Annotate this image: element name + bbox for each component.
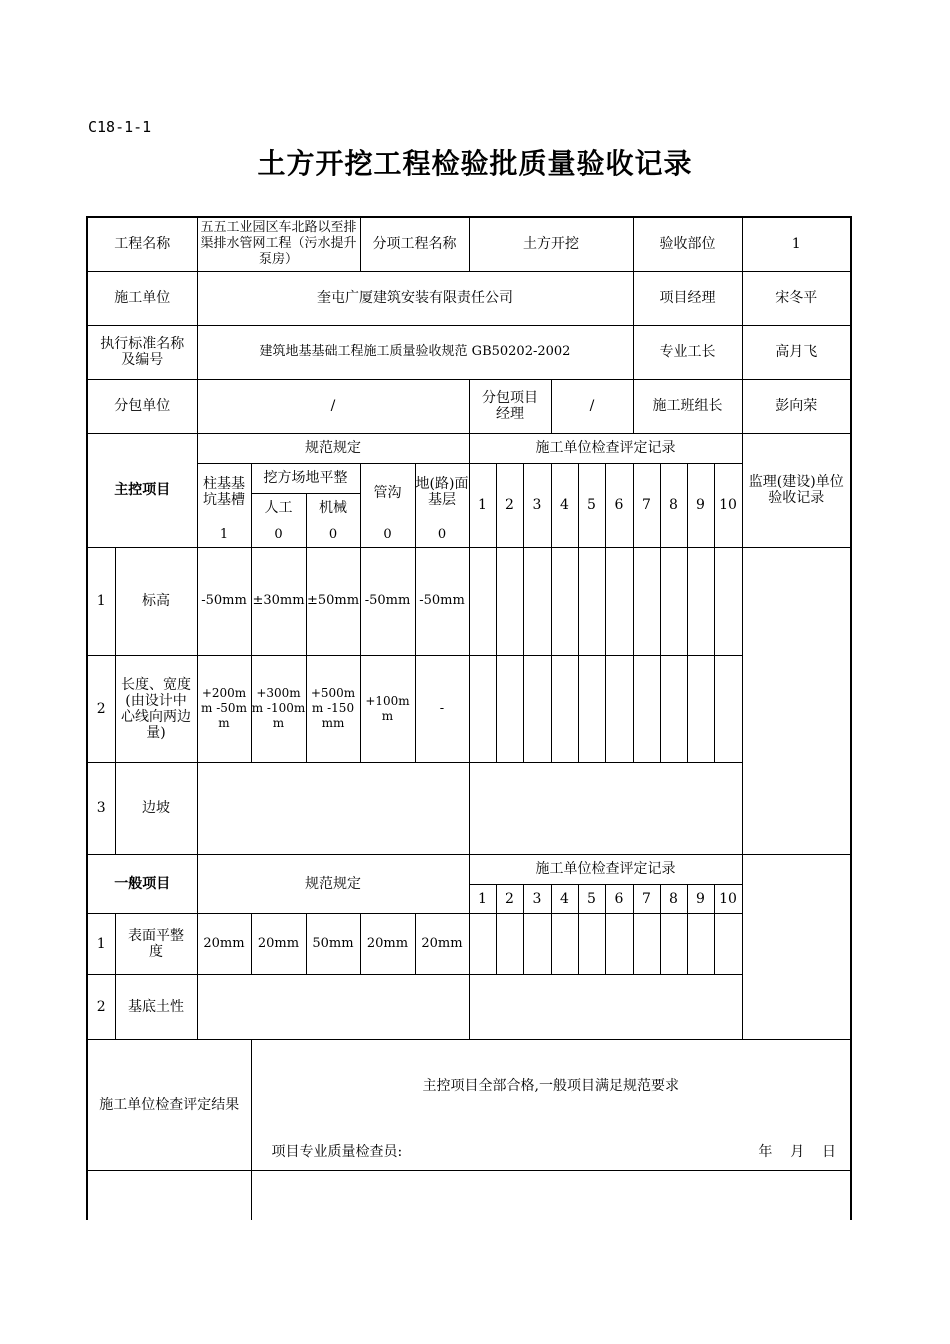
general-check-num-7: 7: [633, 884, 660, 913]
main-item-2-check-9[interactable]: [687, 655, 714, 762]
general-item-1-check-4[interactable]: [551, 913, 578, 974]
general-item-1-spec-4: 20mm: [360, 913, 415, 974]
main-item-1-check-6[interactable]: [605, 547, 633, 655]
main-item-1-check-1[interactable]: [469, 547, 496, 655]
main-item-2-check-3[interactable]: [523, 655, 551, 762]
main-item-2-check-10[interactable]: [714, 655, 742, 762]
col-value-pit: 1: [197, 523, 251, 547]
general-item-1-check-2[interactable]: [496, 913, 523, 974]
general-section-label: 一般项目: [87, 854, 197, 913]
col-site-level: 挖方场地平整: [251, 463, 360, 493]
main-item-2-spec-3: +500mm -150mm: [306, 655, 360, 762]
main-check-num-3: 3: [523, 463, 551, 547]
general-supervisor-record[interactable]: [742, 854, 851, 1039]
sub-project-value: 土方开挖: [469, 217, 633, 271]
general-check-num-2: 2: [496, 884, 523, 913]
main-item-2-name: 长度、宽度(由设计中心线向两边量): [115, 655, 197, 762]
main-check-num-9: 9: [687, 463, 714, 547]
general-item-2-no: 2: [87, 974, 115, 1039]
main-item-2-check-6[interactable]: [605, 655, 633, 762]
main-item-2-spec-4: +100mm: [360, 655, 415, 762]
main-item-2-check-4[interactable]: [551, 655, 578, 762]
col-machine: 机械: [306, 493, 360, 523]
general-item-1-spec-2: 20mm: [251, 913, 306, 974]
main-check-num-4: 4: [551, 463, 578, 547]
supervisor-conclusion-label: [87, 1170, 251, 1220]
col-trench: 管沟: [360, 463, 415, 523]
main-item-2-check-2[interactable]: [496, 655, 523, 762]
main-item-1-name: 标高: [115, 547, 197, 655]
general-check-record-label: 施工单位检查评定记录: [469, 854, 742, 884]
col-value-manual: 0: [251, 523, 306, 547]
general-item-1-check-7[interactable]: [633, 913, 660, 974]
main-item-1-check-7[interactable]: [633, 547, 660, 655]
main-check-num-1: 1: [469, 463, 496, 547]
general-check-num-1: 1: [469, 884, 496, 913]
general-spec-label: 规范规定: [197, 854, 469, 913]
general-item-1-name: 表面平整度: [115, 913, 197, 974]
inspector-label: 项目专业质量检查员:: [271, 1143, 403, 1160]
col-road: 地(路)面基层: [415, 463, 469, 523]
main-check-num-10: 10: [714, 463, 742, 547]
supervisor-label: 监理(建设)单位验收记录: [742, 433, 851, 547]
general-item-1-spec-1: 20mm: [197, 913, 251, 974]
col-pit: 柱基基坑基槽: [197, 463, 251, 523]
team-leader-value: 彭向荣: [742, 379, 851, 433]
main-item-2-check-1[interactable]: [469, 655, 496, 762]
main-item-2-check-8[interactable]: [660, 655, 687, 762]
main-item-1-no: 1: [87, 547, 115, 655]
project-manager-label: 项目经理: [633, 271, 742, 325]
general-item-2-check[interactable]: [469, 974, 742, 1039]
general-item-2-spec: [197, 974, 469, 1039]
main-item-3-check[interactable]: [469, 762, 742, 854]
conclusion-label: 施工单位检查评定结果: [87, 1039, 251, 1170]
main-item-2-spec-2: +300mm -100mm: [251, 655, 306, 762]
foreman-label: 专业工长: [633, 325, 742, 379]
sub-pm-label: 分包项目经理: [469, 379, 551, 433]
general-item-1-check-9[interactable]: [687, 913, 714, 974]
subcontractor-value: /: [197, 379, 469, 433]
main-supervisor-record[interactable]: [742, 547, 851, 854]
acceptance-part-label: 验收部位: [633, 217, 742, 271]
main-check-record-label: 施工单位检查评定记录: [469, 433, 742, 463]
form-code: C18-1-1: [88, 118, 152, 136]
sub-project-label: 分项工程名称: [360, 217, 469, 271]
main-item-1-check-3[interactable]: [523, 547, 551, 655]
main-check-num-8: 8: [660, 463, 687, 547]
general-check-num-3: 3: [523, 884, 551, 913]
supervisor-conclusion-cell[interactable]: [251, 1170, 851, 1220]
general-item-1-check-6[interactable]: [605, 913, 633, 974]
main-item-1-check-5[interactable]: [578, 547, 605, 655]
main-item-1-spec-2: ±30mm: [251, 547, 306, 655]
main-check-num-5: 5: [578, 463, 605, 547]
general-item-1-check-5[interactable]: [578, 913, 605, 974]
general-check-num-8: 8: [660, 884, 687, 913]
standard-value: 建筑地基基础工程施工质量验收规范 GB50202-2002: [197, 325, 633, 379]
main-check-num-6: 6: [605, 463, 633, 547]
main-item-1-spec-5: -50mm: [415, 547, 469, 655]
construction-unit-label: 施工单位: [87, 271, 197, 325]
main-item-2-spec-5: -: [415, 655, 469, 762]
main-item-1-spec-3: ±50mm: [306, 547, 360, 655]
general-item-2-name: 基底土性: [115, 974, 197, 1039]
main-check-num-7: 7: [633, 463, 660, 547]
sub-pm-value: /: [551, 379, 633, 433]
general-check-num-5: 5: [578, 884, 605, 913]
page-title: 土方开挖工程检验批质量验收记录: [257, 147, 693, 180]
general-item-1-check-10[interactable]: [714, 913, 742, 974]
main-item-2-spec-1: +200mm -50mm: [197, 655, 251, 762]
acceptance-part-value: 1: [742, 217, 851, 271]
standard-label: 执行标准名称及编号: [87, 325, 197, 379]
main-item-2-no: 2: [87, 655, 115, 762]
general-item-1-no: 1: [87, 913, 115, 974]
main-item-1-check-4[interactable]: [551, 547, 578, 655]
general-check-num-6: 6: [605, 884, 633, 913]
general-item-1-check-8[interactable]: [660, 913, 687, 974]
conclusion-text: 主控项目全部合格,一般项目满足规范要求: [422, 1077, 679, 1094]
main-item-1-check-2[interactable]: [496, 547, 523, 655]
conclusion-cell[interactable]: [251, 1039, 851, 1170]
project-name-label: 工程名称: [87, 217, 197, 271]
general-check-num-4: 4: [551, 884, 578, 913]
general-check-num-10: 10: [714, 884, 742, 913]
general-check-num-9: 9: [687, 884, 714, 913]
main-item-1-check-9[interactable]: [687, 547, 714, 655]
general-item-1-check-3[interactable]: [523, 913, 551, 974]
col-value-road: 0: [415, 523, 469, 547]
main-item-2-check-7[interactable]: [633, 655, 660, 762]
main-item-1-check-8[interactable]: [660, 547, 687, 655]
foreman-value: 高月飞: [742, 325, 851, 379]
main-item-1-spec-4: -50mm: [360, 547, 415, 655]
date-label: 年 月 日: [758, 1143, 836, 1160]
general-item-1-spec-5: 20mm: [415, 913, 469, 974]
project-name-value: 五五工业园区车北路以至排渠排水管网工程（污水提升泵房）: [197, 217, 360, 271]
main-item-3-no: 3: [87, 762, 115, 854]
col-value-machine: 0: [306, 523, 360, 547]
inspection-form: [86, 216, 852, 1220]
team-leader-label: 施工班组长: [633, 379, 742, 433]
col-value-trench: 0: [360, 523, 415, 547]
subcontractor-label: 分包单位: [87, 379, 197, 433]
construction-unit-value: 奎屯广厦建筑安装有限责任公司: [197, 271, 633, 325]
main-item-3-spec: [197, 762, 469, 854]
general-item-1-check-1[interactable]: [469, 913, 496, 974]
col-manual: 人工: [251, 493, 306, 523]
main-check-num-2: 2: [496, 463, 523, 547]
main-spec-label: 规范规定: [197, 433, 469, 463]
general-item-1-spec-3: 50mm: [306, 913, 360, 974]
main-item-1-check-10[interactable]: [714, 547, 742, 655]
main-section-label: 主控项目: [87, 433, 197, 547]
project-manager-value: 宋冬平: [742, 271, 851, 325]
main-item-3-name: 边坡: [115, 762, 197, 854]
main-item-2-check-5[interactable]: [578, 655, 605, 762]
main-item-1-spec-1: -50mm: [197, 547, 251, 655]
